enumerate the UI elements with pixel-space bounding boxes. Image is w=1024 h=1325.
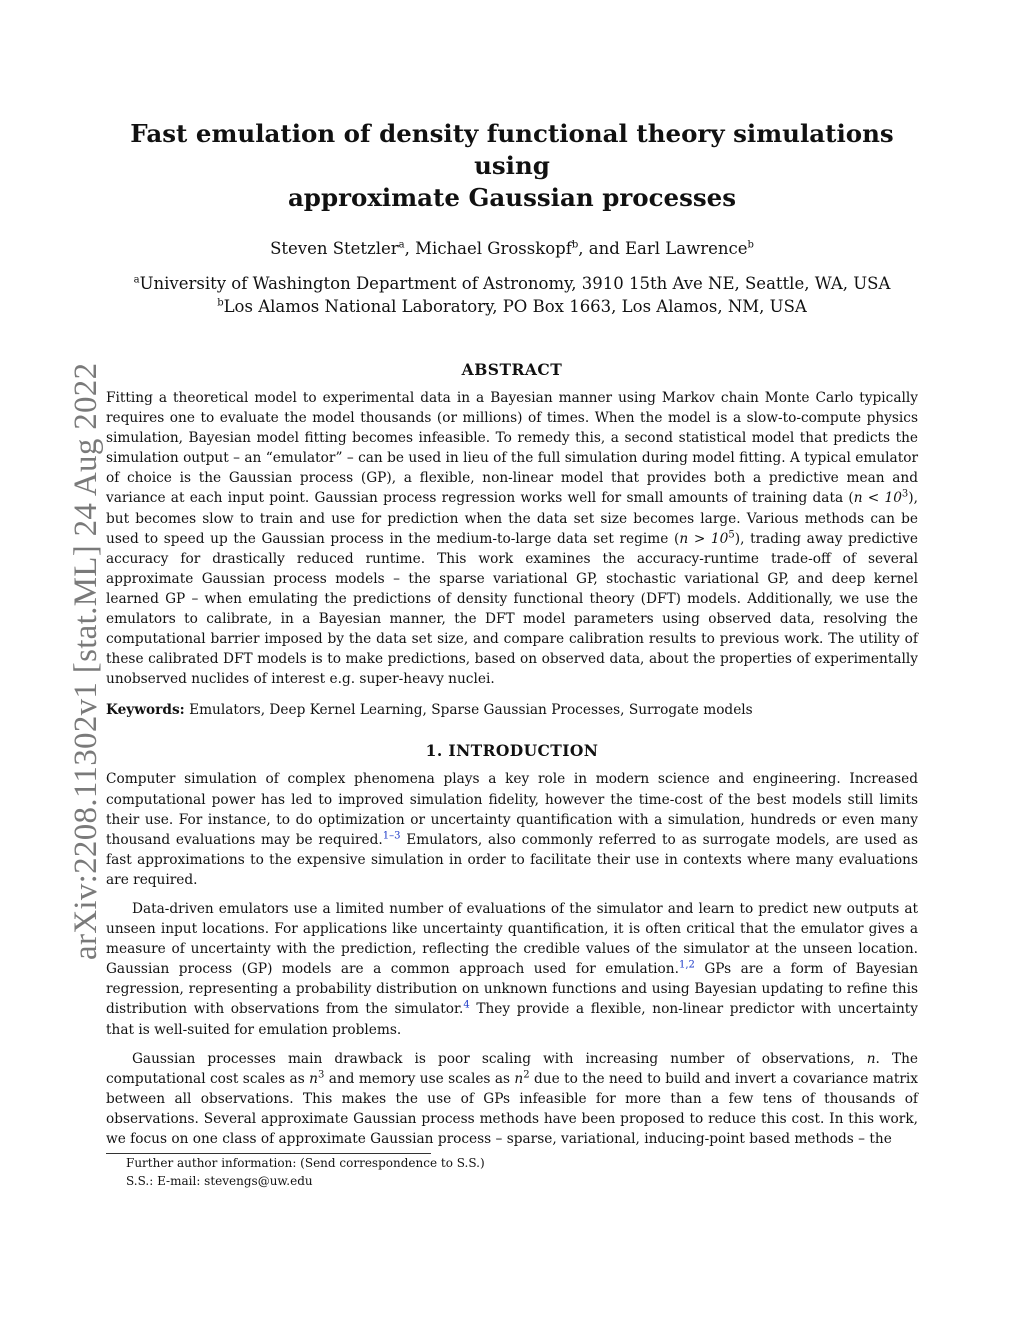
abstract-text-2: ), but becomes slow to train and use for prediction when the data set size becomes large. Various methods can be used to speed up the Gaussian process in the medium-to-large data set regime ( [106,490,918,547]
arxiv-id-text: arXiv:2208.11302v1 [stat.ML] 24 Aug 2022 [68,362,104,960]
affiliation-a [106,272,918,295]
affiliation-a-mark: a [133,274,140,286]
keywords-text: Emulators, Deep Kernel Learning, Sparse Gaussian Processes, Surrogate models [189,702,753,719]
abstract-heading: ABSTRACT [461,360,563,379]
math-n-squared: n [514,1070,524,1087]
author-1: Steven Stetzler [270,239,399,258]
affiliation-b-mark: b [217,297,224,309]
author-2: Michael Grosskopf [415,239,572,258]
intro-paragraph-3 [106,1049,918,1149]
math-n: n [866,1050,876,1067]
math-exponent: 3 [317,1069,325,1081]
intro-p3-text-d: due to the need to build and invert a covariance matrix between all observations. This makes the use of GPs infeasible for more than a few tens of thousands of observations. Several approximate Gaussian process methods have been proposed to reduce this cost. In this work, we focus on one class of approximate Gaussian process – sparse, variational, inducing-point based methods – the [106,1070,919,1147]
intro-p1-text-b: Emulators, also commonly referred to as surrogate models, are used as fast approximations to the expensive simulation in order to facilitate their use in contexts where many evaluations are required. [106,831,918,888]
intro-paragraph-2 [106,899,918,1040]
keywords [106,700,918,720]
abstract-text-1: Fitting a theoretical model to experimental data in a Bayesian manner using Markov chain Monte Carlo typically requires one to evaluate the model thousands (or millions) of times. When the model is a slow-to-compute physics simulation, Bayesian model fitting becomes infeasible. To remedy this, a second statistical model that predicts the simulation output – an “emulator” – can be used in lieu of the full simulation during model fitting. A typical emulator of choice is the Gaussian process (GP), a flexible, non-linear model that provides both a predictive mean and variance at each input point. Gaussian process regression works well for small amounts of training data ( [106,390,918,507]
author-separator: , [404,239,416,258]
abstract-text-3: ), trading away predictive accuracy for drastically reduced runtime. This work examines the accuracy-runtime trade-off of several approximate Gaussian process models – the sparse variational GP, stochastic variational GP, and deep kernel learned GP – when emulating the predictions of density functional theory (DFT) models. Additionally, we use the emulators to calibrate, in a Bayesian manner, the DFT model parameters using observed data, resolving the computational barrier imposed by the data set size, and compare calibration results to previous work. The utility of these calibrated DFT models is to make predictions, based on observed data, about the properties of experimentally unobserved nuclides of interest e.g. super-heavy nuclei. [106,530,919,688]
footnote-1: Further author information: (Send correspondence to S.S.) [126,1156,485,1171]
affiliations [106,272,918,318]
author-2-affil-mark: b [571,239,579,251]
section-heading-introduction: 1. INTRODUCTION [425,741,599,761]
abstract-math-2-exp: 5 [728,529,735,541]
intro-p3-text-c: and memory use scales as [324,1070,515,1087]
title-line-2: approximate Gaussian processes [287,183,737,212]
footnote-2: S.S.: E-mail: stevengs@uw.edu [126,1174,313,1189]
author-3-affil-mark: b [747,239,754,251]
paper-title [106,118,918,214]
intro-p3-text-b: . The computational cost scales as [106,1050,918,1087]
title-line-1: Fast emulation of density functional theory simulations using [130,119,894,180]
affiliation-b-text: Los Alamos National Laboratory, PO Box 1663, Los Alamos, NM, USA [223,297,807,316]
affiliation-b [106,295,918,318]
abstract-math-2: n > 10 [679,530,729,547]
keywords-label: Keywords: [106,702,185,719]
intro-p2-text-b: GPs are a form of Bayesian regression, representing a probability distribution on unknown functions and using Bayesian updating to refine this distribution with observations from the simulator. [106,961,919,1018]
math-exponent: 2 [523,1069,530,1081]
abstract-math-1: n < 10 [853,490,902,507]
author-list [106,239,918,258]
intro-p2-text-a: Data-driven emulators use a limited number of evaluations of the simulator and learn to predict new outputs at unseen input locations. For applications like uncertainty quantification, it is often critical that the emulator gives a measure of uncertainty with the prediction, reflecting the credible values of the simulator at the unseen location. Gaussian process (GP) models are a common approach used for emulation. [106,900,918,978]
citation-link[interactable]: 1–3 [382,830,401,842]
citation-link[interactable]: 4 [463,999,470,1011]
intro-paragraph-1 [106,769,918,890]
intro-p1-text-a: Computer simulation of complex phenomena plays a key role in modern science and engineering. Increased computational power has led to improved simulation fidelity, however the time-cost of the best models still limits their use. For instance, to do optimization or uncertainty quantification with a simulation, hundreds or even many thousand evaluations may be required. [106,771,918,848]
arxiv-identifier-stamp [20,340,104,960]
intro-p2-text-c: They provide a flexible, non-linear predictor with uncertainty that is well-suited for emulation problems. [106,1001,919,1038]
paper-page [106,118,918,1190]
math-n-cubed: n [309,1070,318,1087]
affiliation-a-text: University of Washington Department of Astronomy, 3910 15th Ave NE, Seattle, WA, USA [139,274,891,293]
author-1-affil-mark: a [398,239,405,251]
author-3: Earl Lawrence [625,239,748,258]
author-separator: , and [578,239,626,258]
intro-p3-text-a: Gaussian processes main drawback is poor scaling with increasing number of observations, [132,1050,867,1067]
abstract-body [106,388,918,689]
abstract-math-1-exp: 3 [901,488,909,500]
citation-link[interactable]: 1,2 [678,959,695,971]
